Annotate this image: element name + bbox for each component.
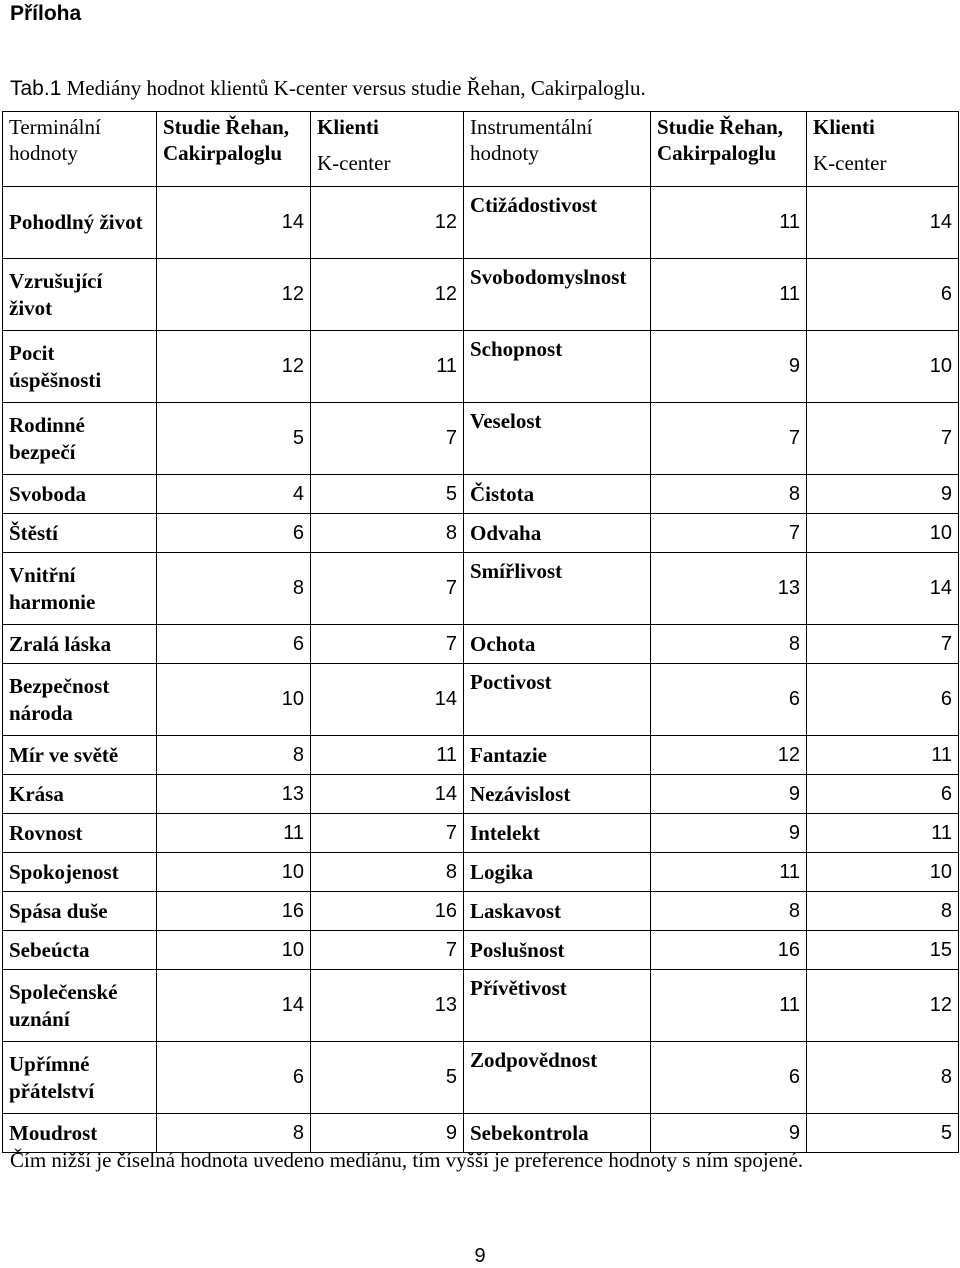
terminal-clients-median: 13 <box>311 970 464 1042</box>
terminal-study-median: 11 <box>157 814 311 853</box>
terminal-value-name: Společenské uznání <box>3 970 157 1042</box>
instrumental-value-name: Logika <box>464 853 651 892</box>
terminal-clients-median: 7 <box>311 403 464 475</box>
terminal-value-name: Pohodlný život <box>3 187 157 259</box>
terminal-study-median: 10 <box>157 664 311 736</box>
instrumental-clients-median: 8 <box>807 1042 959 1114</box>
terminal-clients-median: 9 <box>311 1114 464 1153</box>
terminal-value-name: Svoboda <box>3 475 157 514</box>
instrumental-value-name: Schopnost <box>464 331 651 403</box>
instrumental-clients-median: 8 <box>807 892 959 931</box>
instrumental-value-name: Sebekontrola <box>464 1114 651 1153</box>
footnote: Čím nižší je číselná hodnota uvedeno mediánu, tím vyšší je preference hodnoty s ním spojené. <box>10 1148 804 1172</box>
header-clients-left-sublabel: K-center <box>317 151 391 175</box>
instrumental-clients-median: 15 <box>807 931 959 970</box>
instrumental-study-median: 7 <box>651 403 807 475</box>
instrumental-study-median: 6 <box>651 1042 807 1114</box>
terminal-value-name: Upřímné přátelství <box>3 1042 157 1114</box>
terminal-study-median: 12 <box>157 259 311 331</box>
terminal-clients-median: 11 <box>311 736 464 775</box>
terminal-clients-median: 14 <box>311 664 464 736</box>
instrumental-value-name: Fantazie <box>464 736 651 775</box>
instrumental-value-name: Intelekt <box>464 814 651 853</box>
terminal-clients-median: 5 <box>311 1042 464 1114</box>
page-number: 9 <box>474 1245 486 1267</box>
instrumental-study-median: 8 <box>651 892 807 931</box>
terminal-value-name: Rodinné bezpečí <box>3 403 157 475</box>
terminal-clients-median: 7 <box>311 931 464 970</box>
table-row <box>3 259 959 331</box>
terminal-clients-median: 14 <box>311 775 464 814</box>
table-caption-prefix: Tab.1 <box>10 77 62 100</box>
terminal-study-median: 13 <box>157 775 311 814</box>
instrumental-clients-median: 9 <box>807 475 959 514</box>
instrumental-study-median: 9 <box>651 775 807 814</box>
terminal-study-median: 16 <box>157 892 311 931</box>
terminal-clients-median: 7 <box>311 625 464 664</box>
terminal-value-name: Pocit úspěšnosti <box>3 331 157 403</box>
table-body <box>3 187 959 1153</box>
header-clients-right <box>807 112 959 187</box>
instrumental-clients-median: 11 <box>807 814 959 853</box>
header-instrumental-values: Instrumentální hodnoty <box>464 112 651 187</box>
instrumental-value-name: Smířlivost <box>464 553 651 625</box>
instrumental-value-name: Čistota <box>464 475 651 514</box>
terminal-value-name: Mír ve světě <box>3 736 157 775</box>
terminal-study-median: 10 <box>157 853 311 892</box>
instrumental-study-median: 9 <box>651 814 807 853</box>
instrumental-study-median: 7 <box>651 514 807 553</box>
instrumental-clients-median: 7 <box>807 403 959 475</box>
terminal-clients-median: 7 <box>311 814 464 853</box>
instrumental-clients-median: 10 <box>807 853 959 892</box>
table-row <box>3 931 959 970</box>
terminal-value-name: Rovnost <box>3 814 157 853</box>
instrumental-value-name: Ochota <box>464 625 651 664</box>
table-caption-text: Mediány hodnot klientů K-center versus studie Řehan, Cakirpaloglu. <box>61 76 646 100</box>
header-clients-left <box>311 112 464 187</box>
instrumental-clients-median: 14 <box>807 187 959 259</box>
header-clients-right-sublabel: K-center <box>813 151 887 175</box>
table-row <box>3 553 959 625</box>
terminal-value-name: Vnitřní harmonie <box>3 553 157 625</box>
header-study-right: Studie Řehan, Cakirpaloglu <box>651 112 807 187</box>
terminal-value-name: Sebeúcta <box>3 931 157 970</box>
terminal-value-name: Spokojenost <box>3 853 157 892</box>
table-row <box>3 625 959 664</box>
instrumental-study-median: 13 <box>651 553 807 625</box>
instrumental-clients-median: 6 <box>807 775 959 814</box>
table-row <box>3 403 959 475</box>
table-row <box>3 775 959 814</box>
terminal-study-median: 8 <box>157 736 311 775</box>
terminal-clients-median: 8 <box>311 514 464 553</box>
terminal-clients-median: 5 <box>311 475 464 514</box>
terminal-study-median: 8 <box>157 1114 311 1153</box>
instrumental-value-name: Svobodomyslnost <box>464 259 651 331</box>
instrumental-study-median: 16 <box>651 931 807 970</box>
terminal-value-name: Krása <box>3 775 157 814</box>
terminal-value-name: Štěstí <box>3 514 157 553</box>
instrumental-value-name: Laskavost <box>464 892 651 931</box>
instrumental-value-name: Ctižádostivost <box>464 187 651 259</box>
instrumental-clients-median: 6 <box>807 259 959 331</box>
values-table <box>2 111 959 1153</box>
table-row <box>3 853 959 892</box>
instrumental-study-median: 11 <box>651 259 807 331</box>
terminal-clients-median: 7 <box>311 553 464 625</box>
instrumental-study-median: 9 <box>651 1114 807 1153</box>
table-row <box>3 475 959 514</box>
instrumental-value-name: Odvaha <box>464 514 651 553</box>
table-header-row <box>3 112 959 187</box>
instrumental-clients-median: 11 <box>807 736 959 775</box>
table-row <box>3 331 959 403</box>
instrumental-study-median: 9 <box>651 331 807 403</box>
table-caption <box>10 74 646 103</box>
instrumental-study-median: 6 <box>651 664 807 736</box>
instrumental-study-median: 11 <box>651 187 807 259</box>
terminal-study-median: 10 <box>157 931 311 970</box>
terminal-value-name: Moudrost <box>3 1114 157 1153</box>
terminal-clients-median: 12 <box>311 187 464 259</box>
terminal-clients-median: 16 <box>311 892 464 931</box>
table-row <box>3 514 959 553</box>
terminal-study-median: 12 <box>157 331 311 403</box>
instrumental-study-median: 8 <box>651 625 807 664</box>
terminal-study-median: 6 <box>157 625 311 664</box>
terminal-study-median: 6 <box>157 1042 311 1114</box>
appendix-heading: Příloha <box>10 2 82 25</box>
terminal-clients-median: 11 <box>311 331 464 403</box>
terminal-study-median: 6 <box>157 514 311 553</box>
instrumental-clients-median: 5 <box>807 1114 959 1153</box>
instrumental-value-name: Zodpovědnost <box>464 1042 651 1114</box>
instrumental-value-name: Přívětivost <box>464 970 651 1042</box>
table-row <box>3 187 959 259</box>
terminal-clients-median: 12 <box>311 259 464 331</box>
instrumental-clients-median: 10 <box>807 514 959 553</box>
instrumental-clients-median: 7 <box>807 625 959 664</box>
table-row <box>3 664 959 736</box>
header-terminal-values: Terminální hodnoty <box>3 112 157 187</box>
terminal-value-name: Bezpečnost národa <box>3 664 157 736</box>
terminal-value-name: Vzrušující život <box>3 259 157 331</box>
table-row <box>3 970 959 1042</box>
table-row <box>3 1042 959 1114</box>
terminal-study-median: 5 <box>157 403 311 475</box>
instrumental-clients-median: 14 <box>807 553 959 625</box>
instrumental-value-name: Nezávislost <box>464 775 651 814</box>
instrumental-value-name: Poslušnost <box>464 931 651 970</box>
terminal-clients-median: 8 <box>311 853 464 892</box>
table-row <box>3 736 959 775</box>
instrumental-clients-median: 12 <box>807 970 959 1042</box>
header-clients-right-label: Klienti <box>813 115 875 139</box>
table-row <box>3 814 959 853</box>
instrumental-study-median: 11 <box>651 853 807 892</box>
terminal-study-median: 4 <box>157 475 311 514</box>
terminal-value-name: Spása duše <box>3 892 157 931</box>
instrumental-study-median: 12 <box>651 736 807 775</box>
terminal-value-name: Zralá láska <box>3 625 157 664</box>
instrumental-clients-median: 10 <box>807 331 959 403</box>
instrumental-study-median: 11 <box>651 970 807 1042</box>
instrumental-clients-median: 6 <box>807 664 959 736</box>
instrumental-study-median: 8 <box>651 475 807 514</box>
instrumental-value-name: Poctivost <box>464 664 651 736</box>
header-clients-left-label: Klienti <box>317 115 379 139</box>
terminal-study-median: 8 <box>157 553 311 625</box>
terminal-study-median: 14 <box>157 970 311 1042</box>
terminal-study-median: 14 <box>157 187 311 259</box>
instrumental-value-name: Veselost <box>464 403 651 475</box>
header-study-left: Studie Řehan, Cakirpaloglu <box>157 112 311 187</box>
table-row <box>3 892 959 931</box>
